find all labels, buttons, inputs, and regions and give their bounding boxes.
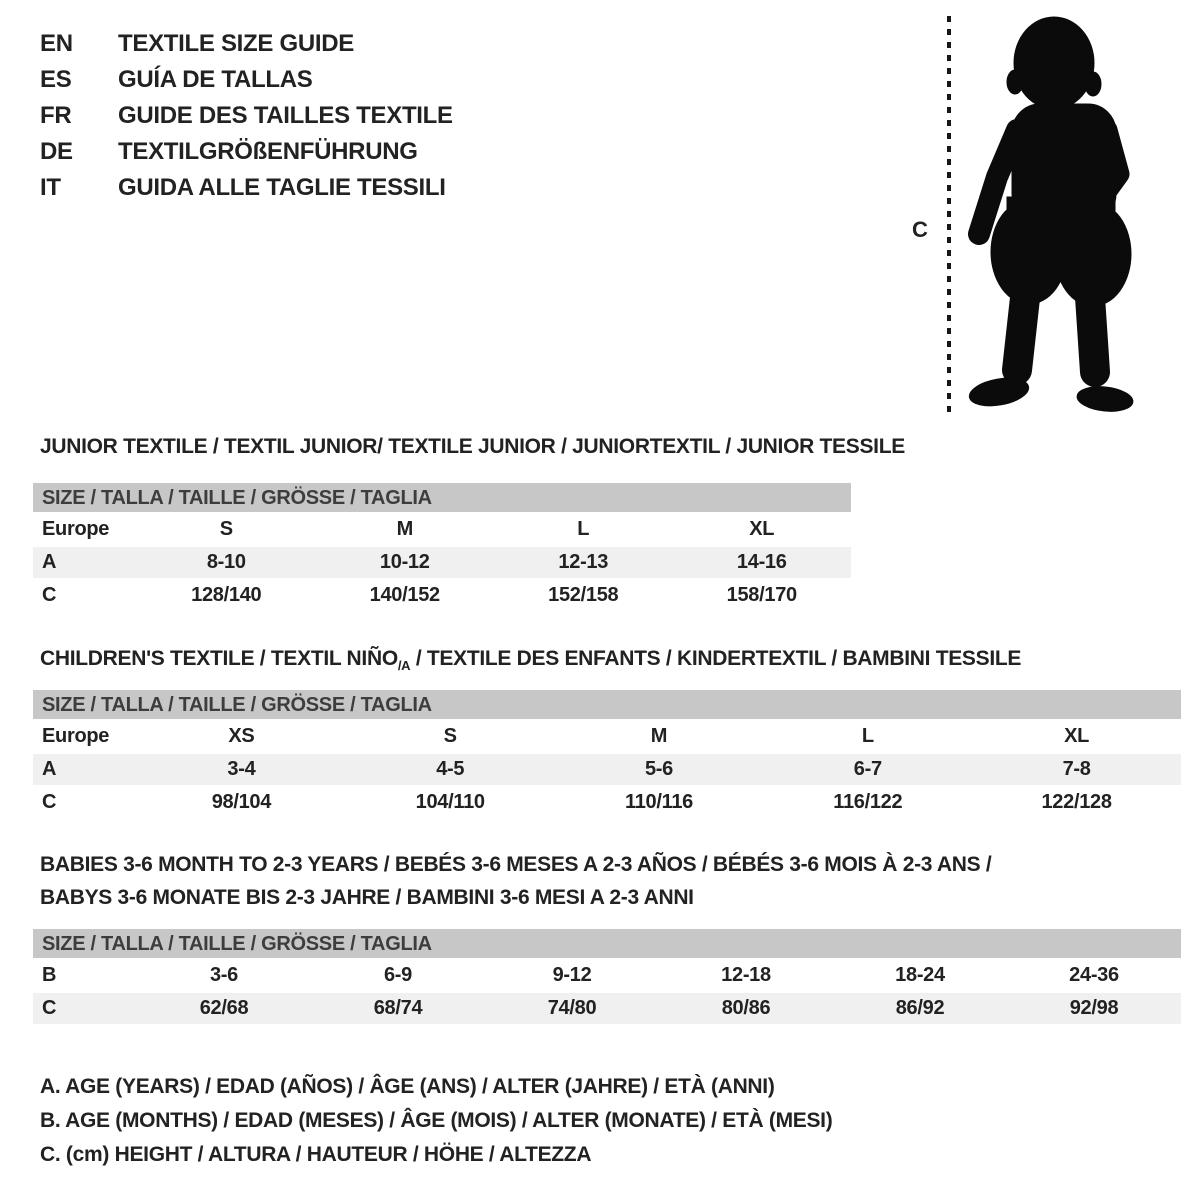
- table-row: [33, 958, 1181, 991]
- language-title: GUIDE DES TAILLES TEXTILE: [118, 102, 453, 129]
- table-cell: 158/170: [726, 584, 797, 606]
- row-label: C: [42, 584, 57, 606]
- section-heading-line: BABIES 3-6 MONTH TO 2-3 YEARS / BEBÉS 3-6 MESES A 2-3 AÑOS / BÉBÉS 3-6 MOIS À 2-3 ANS /: [40, 853, 992, 876]
- table-cell: 4-5: [436, 758, 465, 780]
- language-row: [40, 62, 453, 98]
- table-cell: 110/116: [624, 791, 693, 813]
- language-code: FR: [40, 102, 72, 129]
- table-cell: 8-10: [206, 551, 246, 573]
- row-label: C: [42, 997, 57, 1019]
- table-row: [33, 578, 851, 611]
- subscript-text: /A: [397, 658, 411, 674]
- legend-line: B. AGE (MONTHS) / EDAD (MESES) / ÂGE (MOIS) / ALTER (MONATE) / ETÀ (MESI): [40, 1109, 833, 1132]
- language-title: TEXTILGRÖßENFÜHRUNG: [118, 138, 418, 165]
- table-cell: 128/140: [191, 584, 262, 606]
- table-row: [33, 719, 1181, 752]
- section-heading-line: CHILDREN'S TEXTILE / TEXTIL $NIÑO_{/A}$ / TEXTILE DES ENFANTS / KINDERTEXTIL / BAMBINI TESSILE: [40, 647, 1022, 674]
- language-code: IT: [40, 174, 61, 201]
- size-table-header: SIZE / TALLA / TAILLE / GRÖSSE / TAGLIA: [33, 690, 1181, 719]
- table-cell: 122/128: [1041, 791, 1112, 813]
- section-heading: [40, 848, 991, 914]
- table-cell: 68/74: [373, 997, 423, 1019]
- table-cell: 14-16: [736, 551, 787, 573]
- table-row: [33, 752, 1181, 785]
- table-cell: XL: [749, 518, 775, 540]
- section-heading-line: BABYS 3-6 MONATE BIS 2-3 JAHRE / BAMBINI 3-6 MESI A 2-3 ANNI: [40, 886, 694, 909]
- row-label: Europe: [42, 725, 110, 747]
- language-row: [40, 170, 453, 206]
- language-title: TEXTILE SIZE GUIDE: [118, 30, 354, 57]
- height-dashed-line: [947, 16, 951, 414]
- size-table: [33, 929, 1181, 1024]
- table-row: [33, 991, 1181, 1024]
- language-title: GUIDA ALLE TAGLIE TESSILI: [118, 174, 446, 201]
- table-cell: 3-6: [209, 964, 238, 986]
- table-cell: 104/110: [415, 791, 485, 813]
- table-cell: 10-12: [379, 551, 430, 573]
- table-cell: 7-8: [1062, 758, 1091, 780]
- language-row: [40, 98, 453, 134]
- toddler-silhouette-icon: [958, 12, 1140, 416]
- size-table-header: SIZE / TALLA / TAILLE / GRÖSSE / TAGLIA: [33, 929, 1181, 958]
- table-row: [33, 512, 851, 545]
- table-row: [33, 545, 851, 578]
- size-table-header: SIZE / TALLA / TAILLE / GRÖSSE / TAGLIA: [33, 483, 851, 512]
- table-cell: 5-6: [644, 758, 673, 780]
- table-cell: XL: [1064, 725, 1090, 747]
- table-cell: 12-13: [558, 551, 609, 573]
- table-cell: 152/158: [548, 584, 619, 606]
- table-cell: 62/68: [199, 997, 249, 1019]
- table-cell: 116/122: [833, 791, 903, 813]
- language-code: EN: [40, 30, 73, 57]
- section-heading-line: JUNIOR TEXTILE / TEXTIL JUNIOR/ TEXTILE JUNIOR / JUNIORTEXTIL / JUNIOR TESSILE: [40, 435, 905, 458]
- table-cell: L: [861, 725, 874, 747]
- table-cell: 80/86: [721, 997, 771, 1019]
- section-heading: [40, 642, 1021, 682]
- table-cell: 3-4: [227, 758, 256, 780]
- language-row: [40, 26, 453, 62]
- table-cell: L: [577, 518, 590, 540]
- table-cell: 6-7: [853, 758, 882, 780]
- table-cell: S: [443, 725, 457, 747]
- size-table: [33, 483, 851, 611]
- language-row: [40, 134, 453, 170]
- table-cell: 6-9: [383, 964, 412, 986]
- language-code: ES: [40, 66, 72, 93]
- legend-line: C. (cm) HEIGHT / ALTURA / HAUTEUR / HÖHE / ALTEZZA: [40, 1143, 592, 1166]
- height-marker-label: C: [912, 217, 928, 242]
- table-cell: M: [650, 725, 668, 747]
- table-cell: 9-12: [552, 964, 592, 986]
- table-cell: 140/152: [369, 584, 440, 606]
- section-heading: [40, 430, 905, 463]
- language-title: GUÍA DE TALLAS: [118, 66, 313, 93]
- table-cell: 18-24: [895, 964, 945, 986]
- table-cell: 74/80: [547, 997, 597, 1019]
- table-cell: M: [396, 518, 413, 540]
- row-label: B: [42, 964, 57, 986]
- row-label: C: [42, 791, 57, 813]
- size-table: [33, 690, 1181, 818]
- row-label: Europe: [42, 518, 110, 540]
- language-code: DE: [40, 138, 73, 165]
- legend: [40, 1070, 832, 1172]
- row-label: A: [42, 758, 57, 780]
- table-row: [33, 785, 1181, 818]
- table-cell: 24-36: [1069, 964, 1119, 986]
- language-list: [40, 26, 453, 206]
- row-label: A: [42, 551, 57, 573]
- table-cell: XS: [228, 725, 255, 747]
- table-cell: 92/98: [1069, 997, 1119, 1019]
- table-cell: 98/104: [211, 791, 272, 813]
- legend-line: A. AGE (YEARS) / EDAD (AÑOS) / ÂGE (ANS) / ALTER (JAHRE) / ETÀ (ANNI): [40, 1075, 775, 1098]
- table-cell: 86/92: [895, 997, 945, 1019]
- table-cell: S: [219, 518, 233, 540]
- table-cell: 12-18: [721, 964, 771, 986]
